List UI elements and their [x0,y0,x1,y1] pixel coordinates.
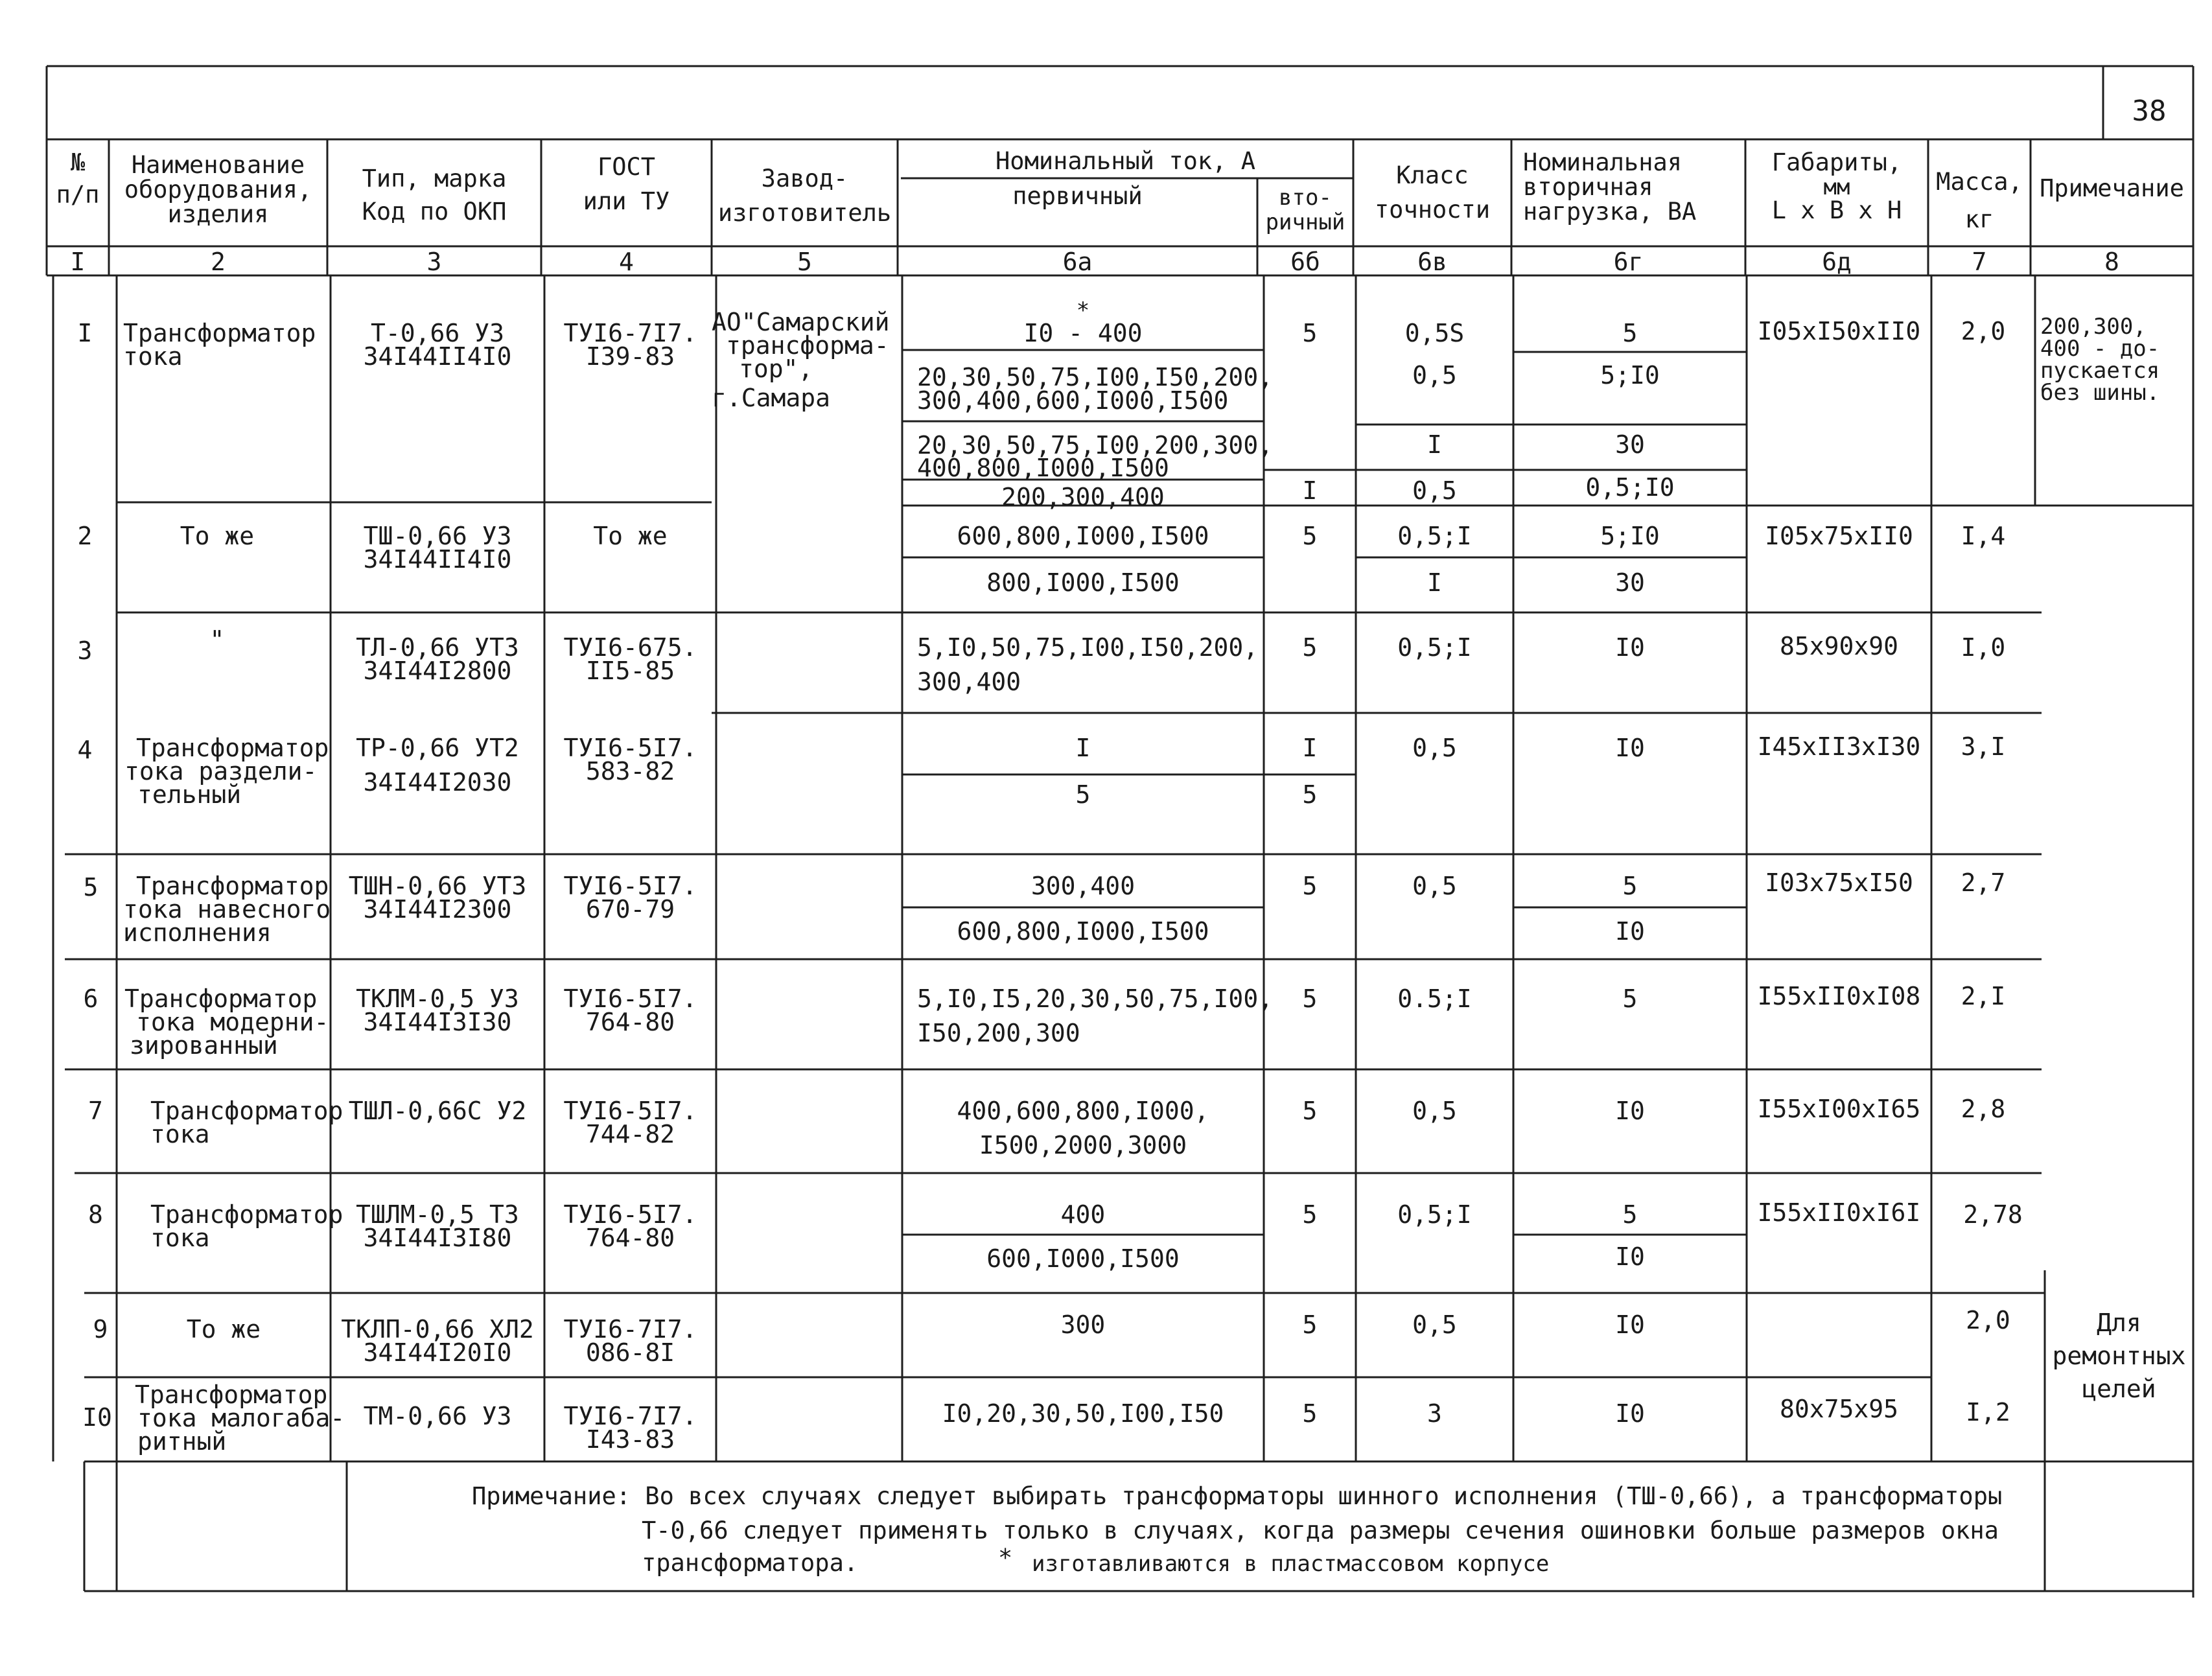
row-load: 5 [1622,872,1638,900]
row-accuracy: 0,5;I [1397,1200,1472,1229]
manufacturer-line: трансформа- [726,331,889,360]
row-okp-code: 34I44I2300 [363,895,512,924]
row-primary: I0,20,30,50,I00,I50 [942,1399,1224,1428]
row-primary: 5,I0,I5,20,30,50,75,I00, [917,984,1274,1013]
row-okp-code: 34I44I3I30 [363,1008,512,1036]
row-name: тока [150,1120,210,1148]
footnote-line: трансформатора. [642,1549,859,1577]
row-gost: 744-82 [585,1120,675,1148]
colnum: 4 [619,248,634,276]
row-secondary: I [1302,476,1318,505]
row-mass: 2,0 [1961,317,2006,345]
row-primary: 600,800,I000,I500 [957,522,1209,550]
row-no: 4 [77,736,93,764]
row-no: I0 [82,1403,112,1432]
row-accuracy: 0,5;I [1397,522,1472,550]
star-mark: * [998,1544,1013,1572]
row-primary: 300,400 [917,668,1021,696]
row-type: ТШН-0,66 УТ3 [348,872,527,900]
row-name: тока модерни- [136,1008,329,1036]
row-okp-code: 34I44I3I80 [363,1224,512,1252]
row-name: Трансформатор [150,1200,343,1229]
row-gost: ТУI6-5I7. [563,734,697,762]
header-accuracy-line2: точности [1374,196,1491,224]
row-accuracy: I [1427,568,1442,597]
row-okp-code: 34I44II4I0 [363,545,512,574]
footnote-line: Примечание: Во всех случаях следует выбирать трансформаторы шинного исполнения (ТШ-0,66), а трансформаторы [472,1482,2003,1510]
row-load: I0 [1615,734,1645,762]
header-type-line2: Код по ОКП [362,198,507,226]
colnum: 2 [211,248,226,276]
header-mass-line1: Масса, [1936,168,2023,196]
row-load: I0 [1615,1242,1645,1271]
row-load: 5 [1622,319,1638,347]
row-name: тока [123,342,183,371]
row-gost: 764-80 [585,1224,675,1252]
row-load: I0 [1615,633,1645,662]
row-name: Трансформатор [136,872,329,900]
colnum: 6в [1417,248,1447,276]
row-load: 30 [1615,568,1645,597]
row-gost: 086-8I [585,1338,675,1367]
colnum: 8 [2104,248,2119,276]
row-name: тока раздели- [124,757,318,786]
row-gost: ТУI6-5I7. [563,984,697,1013]
row-accuracy: 0,5;I [1397,633,1472,662]
manufacturer-line: АО"Самарский [712,308,890,336]
row-gost: I43-83 [585,1425,675,1454]
header-type-line1: Тип, марка [362,165,507,192]
colnum: 5 [797,248,812,276]
row-load: I0 [1615,1399,1645,1428]
row-gost: ТУI6-675. [563,633,697,662]
row-no: I [77,319,93,347]
row-secondary: 5 [1302,633,1318,662]
row-name: Трансформатор [136,734,329,762]
row-secondary: 5 [1302,780,1318,809]
row-mass: 2,78 [1963,1200,2023,1229]
header-no-line1: № [70,148,86,176]
colnum: 6б [1290,248,1320,276]
header-dims-line3: L х В х Н [1771,196,1902,224]
header-gost-line2: или ТУ [583,187,670,215]
row-no: 7 [88,1097,103,1125]
row-type: ТЛ-0,66 УТ3 [356,633,519,662]
row-mass: I,2 [1966,1398,2010,1426]
row-dims: I05х75хII0 [1765,522,1913,550]
row-primary: 300 [1060,1310,1106,1339]
row-load: I0 [1615,1310,1645,1339]
row-primary: 20,30,50,75,I00,200,300, [917,431,1274,460]
row-primary: I50,200,300 [917,1019,1080,1047]
page-number: 38 [2132,95,2167,128]
header-load-line2: вторичная [1523,173,1653,201]
row-name: Трансформатор [123,319,316,347]
row-name: " [209,625,225,654]
row-secondary: I [1302,734,1318,762]
row-primary: I0 - 400 [1023,319,1143,347]
row-load: 30 [1615,430,1645,459]
row-primary: I500,2000,3000 [979,1131,1187,1159]
row-load: 5 [1622,1200,1638,1229]
manufacturer-line: г.Самара [712,384,831,412]
row-type: ТШ-0,66 У3 [363,522,512,550]
row-type: ТКЛМ-0,5 У3 [356,984,519,1013]
header-primary: первичный [1012,182,1143,210]
row-mass: 2,I [1961,982,2006,1010]
row-name: тока [150,1224,210,1252]
row-okp-code: 34I44I2800 [363,657,512,685]
header-mass-line2: кг [1964,205,1994,233]
row-gost: I39-83 [585,342,675,371]
row-note: пускается [2040,358,2160,384]
row-accuracy: 0,5S [1404,319,1465,347]
header-gost-line1: ГОСТ [597,153,656,181]
row-gost: 583-82 [585,757,675,786]
row-okp-code: 34I44II4I0 [363,342,512,371]
row-primary: 400,800,I000,I500 [917,454,1169,482]
row-note: 200,300, [2040,314,2147,340]
row-mass: 2,8 [1961,1095,2006,1123]
row-gost: ТУI6-7I7. [563,319,697,347]
row-accuracy: 0,5 [1412,476,1457,505]
row-primary: 300,400,600,I000,I500 [917,386,1229,415]
row-dims: I03х75хI50 [1765,868,1913,897]
header-load-line1: Номинальная [1523,148,1682,176]
row-note: Для [2097,1309,2141,1337]
row-mass: 2,7 [1961,868,2006,897]
row-name: тельный [137,780,242,809]
header-plant-line1: Завод- [761,165,848,192]
row-mass: I,0 [1961,633,2006,662]
row-type: ТМ-0,66 У3 [363,1402,512,1430]
colnum: I [70,248,86,276]
row-mass: 3,I [1961,732,2006,761]
row-secondary: 5 [1302,522,1318,550]
row-primary: 5 [1075,780,1091,809]
header-current-group: Номинальный ток, А [995,147,1255,175]
row-gost: ТУI6-5I7. [563,1200,697,1229]
header-name-line2: оборудования, [124,176,312,204]
row-secondary: 5 [1302,1097,1318,1125]
row-name: Трансформатор [150,1097,343,1125]
row-gost: 670-79 [585,895,675,924]
row-type: Т-0,66 У3 [371,319,504,347]
row-no: 2 [77,522,93,550]
row-gost: 764-80 [585,1008,675,1036]
row-accuracy: 0,5 [1412,872,1457,900]
row-dims: I55хII0хI6I [1757,1198,1921,1227]
row-load: I0 [1615,1097,1645,1125]
row-primary: 200,300,400 [1001,483,1165,511]
row-load: 0,5;I0 [1585,473,1675,502]
row-mass: I,4 [1961,522,2006,550]
header-secondary-line2: ричный [1265,209,1345,235]
row-accuracy: 0,5 [1412,734,1457,762]
row-type: ТР-0,66 УТ2 [356,734,519,762]
row-primary: 400,600,800,I000, [957,1097,1209,1125]
row-dims: 85х90х90 [1779,632,1899,660]
header-name-line1: Наименование [131,151,305,179]
row-note: 400 - до- [2040,336,2160,362]
header-dims-line1: Габариты, [1771,148,1902,176]
row-accuracy: 3 [1427,1399,1442,1428]
row-secondary: 5 [1302,319,1318,347]
row-note: без шины. [2040,380,2160,406]
colnum: 6г [1613,248,1644,276]
row-no: 3 [77,636,93,665]
manufacturer-line: тор", [739,355,813,383]
row-secondary: 5 [1302,1399,1318,1428]
row-dims: I05хI50хII0 [1757,317,1921,345]
row-name: исполнения [123,918,272,947]
row-primary: 5,I0,50,75,I00,I50,200, [917,633,1259,662]
row-primary: I [1075,734,1091,762]
row-okp-code: 34I44I20I0 [363,1338,512,1367]
row-gost: ТУI6-7I7. [563,1315,697,1344]
row-name: Трансформатор [124,984,318,1013]
row-primary: 600,I000,I500 [986,1244,1180,1273]
row-name: ритный [137,1427,227,1456]
row-okp-code: 34I44I2030 [363,768,512,797]
row-accuracy: 0,5 [1412,361,1457,390]
row-accuracy: I [1427,430,1442,459]
row-type: ТШЛ-0,66С У2 [348,1097,527,1125]
header-plant-line2: изготовитель [717,199,892,227]
row-name: Трансформатор [135,1380,328,1409]
footnote-line: изготавливаются в пластмассовом корпусе [1032,1551,1550,1577]
header-dims-line2: мм [1823,174,1850,200]
row-accuracy: 0.5;I [1397,984,1472,1013]
row-no: 5 [83,873,99,902]
row-primary: 400 [1060,1200,1106,1229]
row-dims: I55хI00хI65 [1757,1095,1921,1123]
row-accuracy: 0,5 [1412,1310,1457,1339]
colnum: 7 [1972,248,1987,276]
row-primary: 800,I000,I500 [986,568,1180,597]
row-name: зированный [130,1031,278,1060]
row-gost: ТУI6-5I7. [563,1097,697,1125]
row-accuracy: 0,5 [1412,1097,1457,1125]
row-secondary: 5 [1302,1200,1318,1229]
row-secondary: 5 [1302,1310,1318,1339]
header-accuracy-line1: Класс [1396,161,1469,189]
footnote-line: Т-0,66 следует применять только в случаях, когда размеры сечения ошиновки больше размеров окна [642,1517,1999,1544]
row-name: тока навесного [123,895,331,924]
row-type: ТШЛМ-0,5 Т3 [356,1200,519,1229]
row-dims: I45хII3хI30 [1757,732,1921,761]
row-load: 5;I0 [1600,522,1660,550]
row-mass: 2,0 [1966,1306,2010,1334]
row-primary: 300,400 [1030,872,1135,900]
row-name: тока малогаба- [137,1404,345,1432]
header-secondary-line1: вто- [1279,185,1332,211]
row-gost: То же [593,522,668,550]
row-secondary: 5 [1302,984,1318,1013]
row-no: 9 [93,1315,108,1344]
colnum: 3 [426,248,442,276]
row-dims: 80х75х95 [1779,1395,1899,1423]
star-mark: * [1076,297,1090,323]
row-gost: ТУI6-5I7. [563,872,697,900]
row-secondary: 5 [1302,872,1318,900]
row-primary: 20,30,50,75,I00,I50,200, [917,363,1274,391]
row-load: I0 [1615,917,1645,946]
row-dims: I55хII0хI08 [1757,982,1921,1010]
row-load: 5 [1622,984,1638,1013]
row-note: целей [2082,1375,2156,1403]
colnum: 6д [1822,248,1852,276]
row-no: 6 [83,984,99,1013]
row-name: То же [186,1315,261,1344]
header-name-line3: изделия [167,200,269,228]
row-gost: ТУI6-7I7. [563,1402,697,1430]
header-no-line2: п/п [56,181,100,209]
row-type: ТКЛП-0,66 ХЛ2 [341,1315,534,1344]
row-no: 8 [88,1200,103,1229]
row-primary: 600,800,I000,I500 [957,917,1209,946]
row-load: 5;I0 [1600,361,1660,390]
header-note: Примечание [2040,174,2184,202]
colnum: 6а [1062,248,1093,276]
header-load-line3: нагрузка, ВА [1523,198,1697,226]
row-name: То же [180,522,255,550]
row-note: ремонтных [2052,1342,2186,1370]
row-gost: II5-85 [585,657,675,685]
